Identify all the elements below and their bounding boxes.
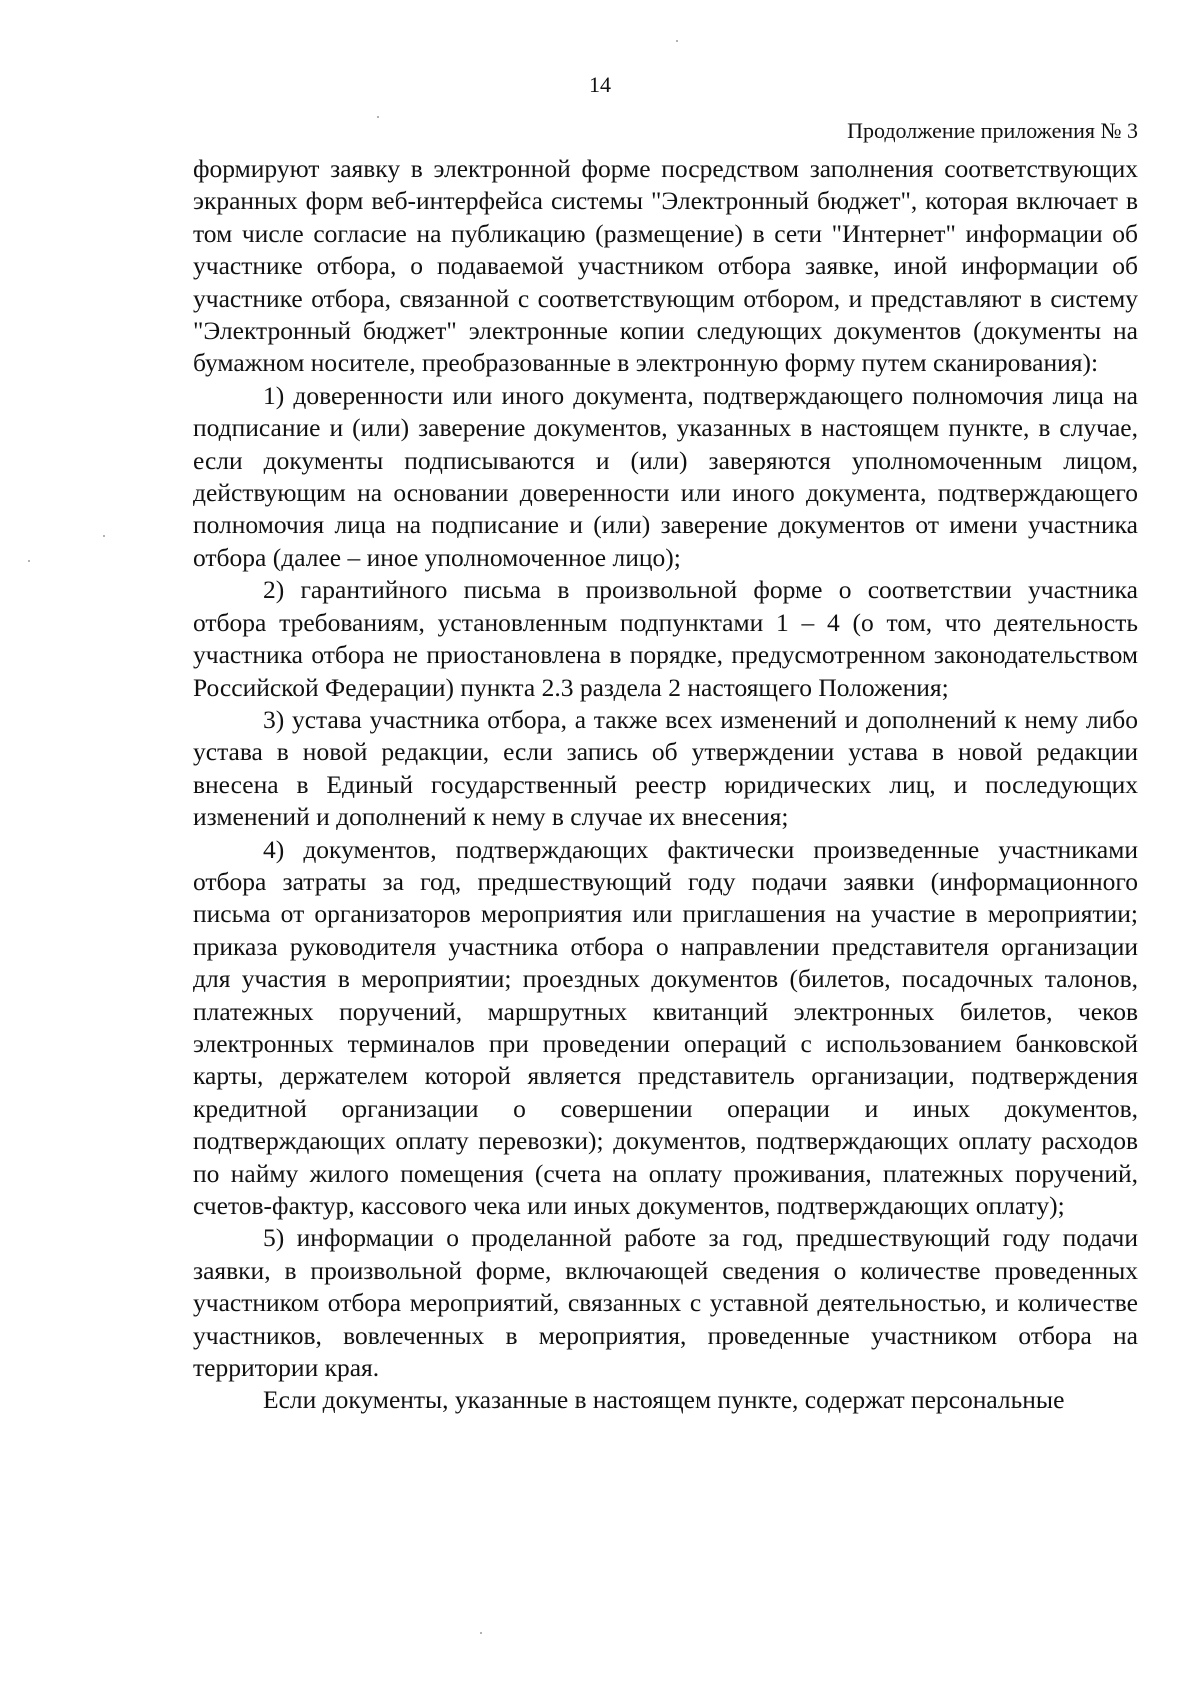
- paragraph-item-5: 5) информации о проделанной работе за год, предшествующий году подачи заявки, в произвольной форме, включающей сведения о количестве проведенных участником отбора мероприятий, связанных с уставной деятельностью, и количестве участников, вовлеченных в мероприятия, проведенные участником отбора на территории края.: [193, 1223, 1138, 1383]
- paragraph-intro: формируют заявку в электронной форме посредством заполнения соответствующих экранных форм веб-интерфейса системы "Электронный бюджет", которая включает в том числе согласие на публикацию (размещение) в сети "Интернет" информации об участнике отбора, о подаваемой участником отбора заявке, иной информации об участнике отбора, связанной с соответствующим отбором, и представляют в систему "Электронный бюджет" электронные копии следующих документов (документы на бумажном носителе, преобразованные в электронную форму путем сканирования):: [193, 154, 1138, 378]
- paragraph-item-4: 4) документов, подтверждающих фактически произведенные участниками отбора затраты за год, предшествующий году подачи заявки (информационного письма от организаторов мероприятия или приглашения на участие в мероприятии; приказа руководителя участника отбора о направлении представителя организации для участия в мероприятии; проездных документов (билетов, посадочных талонов, платежных поручений, маршрутных квитанций электронных билетов, чеков электронных терминалов при проведении операций с использованием банковской карты, держателем которой является представитель организации, подтверждения кредитной организации о совершении операции и иных документов, подтверждающих оплату перевозки); документов, подтверждающих оплату расходов по найму жилого помещения (счета на оплату проживания, платежных поручений, счетов-фактур, кассового чека или иных документов, подтверждающих оплату);: [193, 834, 1138, 1220]
- paragraph-closing: Если документы, указанные в настоящем пункте, содержат персональные: [263, 1385, 1065, 1415]
- page-number: 14: [589, 72, 611, 97]
- scan-speck: [676, 40, 678, 42]
- paragraph-item-3: 3) устава участника отбора, а также всех изменений и дополнений к нему либо устава в новой редакции, если запись об утверждении устава в новой редакции внесена в Единый государственный реестр юридических лиц, и последующих изменений и дополнений к нему в случае их внесения;: [193, 704, 1138, 832]
- scan-speck: [480, 1632, 482, 1634]
- appendix-continuation-note: Продолжение приложения № 3: [847, 118, 1138, 143]
- scan-speck: [103, 535, 105, 537]
- paragraph-item-2: 2) гарантийного письма в произвольной форме о соответствии участника отбора требованиям, установленным подпунктами 1 – 4 (о том, что деятельность участника отбора не приостановлена в порядке, предусмотренном законодательством Российской Федерации) пункта 2.3 раздела 2 настоящего Положения;: [193, 575, 1138, 702]
- document-body: [193, 153, 1138, 1417]
- paragraph-item-1: 1) доверенности или иного документа, подтверждающего полномочия лица на подписание и (или) заверение документов, указанных в настоящем пункте, в случае, если документы подписываются и (или) заверяются уполномоченным лицом, действующим на основании доверенности или иного документа, подтверждающего полномочия лица на подписание и (или) заверение документов от имени участника отбора (далее – иное уполномоченное лицо);: [193, 380, 1138, 572]
- scan-speck: [28, 560, 30, 562]
- scan-speck: [377, 116, 379, 118]
